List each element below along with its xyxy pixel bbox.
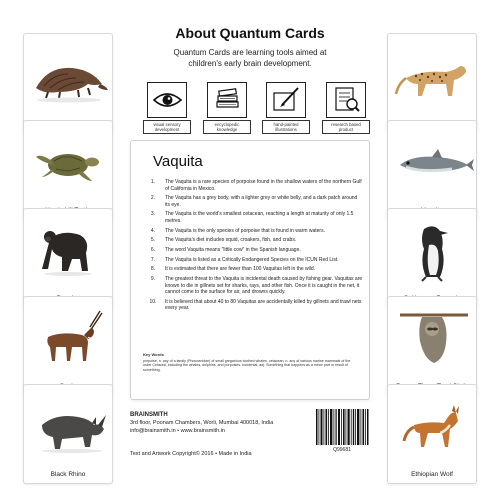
- publisher-name: BRAINSMITH: [130, 412, 168, 418]
- card-saola: [23, 296, 113, 396]
- card-black-rhino: [23, 384, 113, 484]
- feature-research: [322, 82, 370, 134]
- feature-hand-painted: [262, 82, 310, 134]
- card-pygmy-sloth: [387, 296, 477, 396]
- barcode-bars: [314, 408, 370, 446]
- key-words-text: porpoise, n. any of a family (Phocoenidae) of small gregarious toothed whales. cetacean, n. any of various marine mammals of the order Cetacea, including the whales, dolphins, and porpoises. incidental, adj. Something that happens as a minor part or result of something.: [143, 358, 351, 372]
- facts-list: [141, 179, 363, 315]
- turtle-illustration: [28, 131, 110, 197]
- card-galapagos-penguin: [387, 208, 477, 308]
- sloth-illustration: [392, 307, 474, 373]
- paintbrush-icon: [266, 82, 306, 118]
- leopard-illustration: [392, 44, 474, 110]
- page-subtitle: Quantum Cards are learning tools aimed at children's early brain development.: [173, 48, 327, 68]
- pangolin-illustration: [28, 44, 110, 110]
- fact-item: 6. The word Vaquita means "little cow" in the Spanish language.: [150, 246, 301, 253]
- feature-visual-sensory: [143, 82, 191, 134]
- fact-item: 1. The Vaquita is a rare species of porpoise found in the shallow waters of the northern Gulf of California in Mexico.: [150, 179, 362, 192]
- card-bonobo: [23, 208, 113, 308]
- card-hawksbill-turtle: [23, 120, 113, 220]
- fact-item: 5. The Vaquita's diet includes squid, croakers, fish, and crabs.: [150, 237, 297, 244]
- fact-item: 8. It is estimated that there are fewer than 100 Vaquitas left in the wild.: [150, 266, 315, 273]
- key-words-title: Key Words: [143, 352, 164, 357]
- eye-icon: [147, 82, 187, 118]
- saola-illustration: [28, 307, 110, 373]
- rhino-illustration: [28, 395, 110, 461]
- card-label: Black Rhino: [50, 471, 86, 478]
- card-ethiopian-wolf: [387, 384, 477, 484]
- fact-item: 9. The greatest threat to the Vaquita is incidental death caused by fishing gear. Vaquitas are known to die in gillnets set for sharks, rays, and other fish. Once it is caught in the net, it cannot come to the surface for air, and drowns quickly.: [150, 276, 363, 295]
- bonobo-illustration: [28, 219, 110, 285]
- publisher-contact: info@brainsmith.in • www.brainsmith.in: [130, 428, 225, 434]
- page-title: About Quantum Cards: [175, 25, 325, 41]
- vaquita-info-card: [130, 140, 370, 400]
- barcode: [314, 408, 370, 454]
- fact-item: 3. The Vaquita is the world's smallest cetacean, reaching a length at maturity of only 1.5 metres.: [150, 211, 354, 224]
- publisher-address: 3rd floor, Poonam Chambers, Worli, Mumbai 400018, India: [130, 420, 274, 426]
- key-words: [143, 353, 358, 372]
- card-vaquita: [387, 120, 477, 220]
- fact-item: 2. The Vaquita has a grey body, with a lighter grey or white belly, and a dark patch around its eye.: [150, 195, 358, 208]
- fact-item: 10. It is believed that about 40 to 80 Vaquitas are accidentally killed by gillnets and trawl nets every year.: [149, 298, 362, 312]
- book-stack-icon: [207, 82, 247, 118]
- penguin-illustration: [392, 219, 474, 285]
- card-title: Vaquita: [153, 153, 203, 170]
- wolf-illustration: [392, 395, 474, 461]
- feature-caption: research based product: [322, 120, 370, 134]
- research-document-icon: [326, 82, 366, 118]
- feature-encyclopedic: [203, 82, 251, 134]
- card-label: Ethiopian Wolf: [411, 471, 453, 478]
- publisher-info: [130, 411, 273, 435]
- feature-caption: visual sensory development: [143, 120, 191, 134]
- feature-caption: hand-painted illustrations: [262, 120, 310, 134]
- card-amur-leopard: [387, 33, 477, 133]
- card-pangolin: [23, 33, 113, 133]
- vaquita-illustration: [392, 131, 474, 197]
- copyright-notice: Text and Artwork Copyright© 2016 • Made in India: [130, 451, 252, 457]
- barcode-number: Q99681: [333, 447, 351, 453]
- fact-item: 7. The Vaquita is listed as a Critically Endangered Species on the ICUN Red List.: [150, 256, 339, 263]
- feature-caption: encyclopedic knowledge: [203, 120, 251, 134]
- fact-item: 4. The Vaquita is the only species of porpoise that is found in warm waters.: [150, 227, 325, 234]
